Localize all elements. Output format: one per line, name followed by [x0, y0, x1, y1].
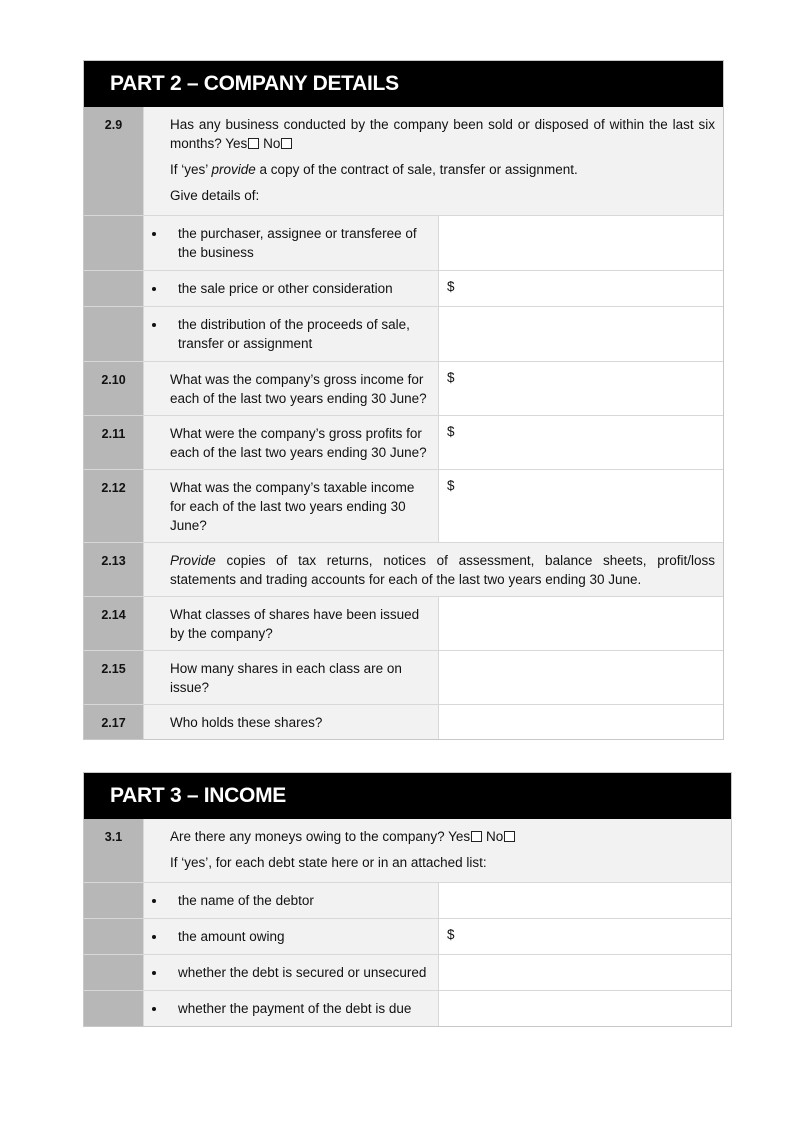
bullet-row [84, 215, 723, 270]
bullet-row [84, 990, 731, 1026]
question-text: What was the company’s gross income for each of the last two years ending 30 June? [144, 362, 439, 415]
bullet-row [84, 270, 723, 306]
question-text: What were the company’s gross profits for each of the last two years ending 30 June? [144, 416, 439, 469]
no-label: No [485, 829, 504, 844]
question-number-blank [84, 271, 144, 306]
question-3-1-row [84, 819, 731, 882]
question-number: 3.1 [84, 819, 144, 882]
question-3-1-line2: If ‘yes’, for each debt state here or in an attached list: [170, 855, 487, 870]
question-number: 2.9 [84, 107, 144, 215]
answer-field[interactable]: $ [439, 919, 731, 954]
answer-field[interactable] [439, 883, 731, 918]
question-number-blank [84, 883, 144, 918]
question-number-blank [84, 991, 144, 1026]
answer-field[interactable] [439, 705, 723, 739]
question-number-blank [84, 955, 144, 990]
bullet-text: the purchaser, assignee or transferee of the business [144, 216, 439, 270]
question-2-9-line2: If ‘yes’ provide a copy of the contract of sale, transfer or assignment. [170, 162, 578, 177]
answer-field[interactable] [439, 597, 723, 650]
question-2-17-row [84, 704, 723, 739]
question-2-14-row [84, 596, 723, 650]
no-checkbox[interactable] [504, 831, 515, 842]
answer-field[interactable]: $ [439, 271, 723, 306]
yes-checkbox[interactable] [248, 138, 259, 149]
part-2-section [83, 60, 724, 740]
bullet-text: whether the debt is secured or unsecured [144, 955, 439, 990]
answer-field[interactable] [439, 307, 723, 361]
bullet-text: the name of the debtor [144, 883, 439, 918]
answer-field[interactable]: $ [439, 470, 723, 542]
no-checkbox[interactable] [281, 138, 292, 149]
question-number-blank [84, 919, 144, 954]
no-label: No [263, 136, 281, 151]
question-2-10-row [84, 361, 723, 415]
part-3-title: PART 3 – INCOME [84, 773, 731, 819]
question-number: 2.12 [84, 470, 144, 542]
question-number: 2.10 [84, 362, 144, 415]
answer-field[interactable] [439, 651, 723, 704]
question-text: Who holds these shares? [144, 705, 439, 739]
yes-checkbox[interactable] [471, 831, 482, 842]
question-number: 2.11 [84, 416, 144, 469]
question-text [144, 107, 723, 215]
question-text: Provide copies of tax returns, notices of assessment, balance sheets, profit/loss statements and trading accounts for each of the last two years ending 30 June. [144, 543, 723, 596]
part-2-title: PART 2 – COMPANY DETAILS [84, 61, 723, 107]
bullet-row [84, 954, 731, 990]
question-2-9-line3: Give details of: [170, 188, 260, 203]
question-2-9-row [84, 107, 723, 215]
question-2-9-line1: Has any business conducted by the company been sold or disposed of within the last six months? Yes [170, 117, 715, 151]
bullet-row [84, 882, 731, 918]
question-number-blank [84, 216, 144, 270]
bullet-text: the sale price or other consideration [144, 271, 439, 306]
answer-field[interactable] [439, 991, 731, 1026]
question-text: What classes of shares have been issued by the company? [144, 597, 439, 650]
question-2-15-row [84, 650, 723, 704]
question-number: 2.17 [84, 705, 144, 739]
answer-field[interactable] [439, 955, 731, 990]
question-2-13-row [84, 542, 723, 596]
question-number: 2.15 [84, 651, 144, 704]
question-text: What was the company’s taxable income for each of the last two years ending 30 June? [144, 470, 439, 542]
answer-field[interactable]: $ [439, 416, 723, 469]
bullet-row [84, 918, 731, 954]
bullet-row [84, 306, 723, 361]
question-number: 2.13 [84, 543, 144, 596]
answer-field[interactable]: $ [439, 362, 723, 415]
question-number: 2.14 [84, 597, 144, 650]
answer-field[interactable] [439, 216, 723, 270]
bullet-text: the distribution of the proceeds of sale, transfer or assignment [144, 307, 439, 361]
part-3-section [83, 772, 732, 1027]
question-2-12-row [84, 469, 723, 542]
bullet-text: whether the payment of the debt is due [144, 991, 439, 1026]
bullet-text: the amount owing [144, 919, 439, 954]
question-number-blank [84, 307, 144, 361]
question-3-1-line1: Are there any moneys owing to the company? Yes [170, 829, 471, 844]
question-2-11-row [84, 415, 723, 469]
question-text: How many shares in each class are on issue? [144, 651, 439, 704]
question-text [144, 819, 731, 882]
